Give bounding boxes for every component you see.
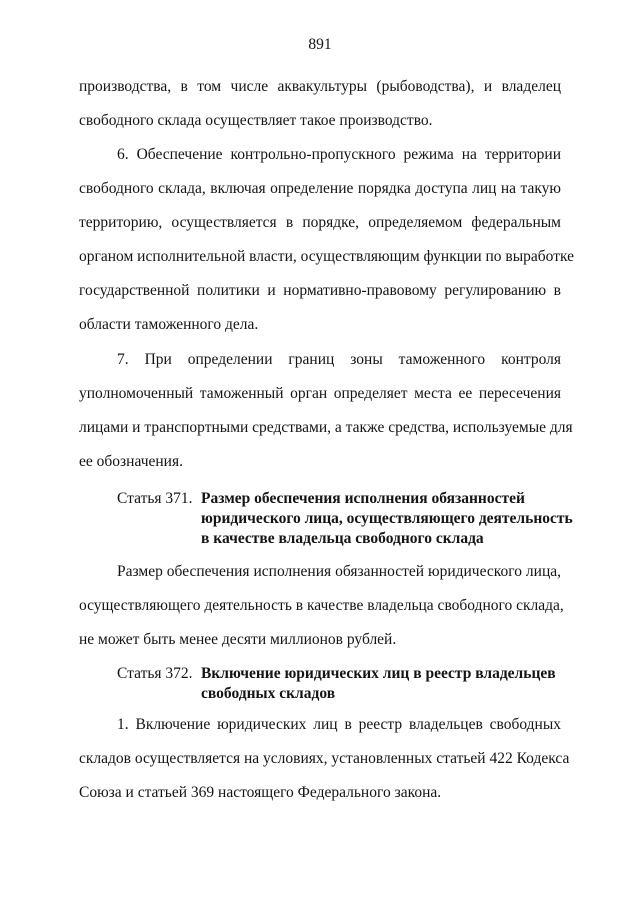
title-line: Размер обеспечения исполнения обязанностей — [201, 490, 525, 507]
article-371-heading — [117, 489, 577, 549]
text-line: 6. Обеспечение контрольно-пропускного режима на территории — [117, 146, 561, 163]
text-line: свободного склада, включая определение порядка доступа лиц на такую — [79, 180, 561, 197]
paragraph-7 — [79, 343, 573, 479]
text-line: органом исполнительной власти, осуществляющим функции по выработке — [79, 248, 575, 265]
text-line: 1. Включение юридических лиц в реестр владельцев свободных — [117, 716, 561, 733]
text-line: Размер обеспечения исполнения обязанностей юридического лица, — [117, 563, 561, 580]
article-number: Статья 371. — [117, 490, 193, 507]
paragraph-6 — [79, 138, 575, 342]
text-line: производства, в том числе аквакультуры (рыбоводства), и владелец — [79, 78, 561, 95]
article-371-body — [79, 555, 564, 657]
text-line: 7. При определении границ зоны таможенного контроля — [117, 351, 561, 368]
text-line: области таможенного дела. — [79, 316, 259, 333]
article-372-heading — [117, 664, 577, 704]
text-line: территорию, осуществляется в порядке, определяемом федеральным — [79, 214, 561, 231]
text-line: свободного склада осуществляет такое производство. — [79, 112, 433, 129]
article-title — [201, 664, 577, 704]
page-number: 891 — [308, 36, 332, 53]
article-number: Статья 372. — [117, 665, 193, 682]
text-line: уполномоченный таможенный орган определяет места ее пересечения — [79, 385, 561, 402]
text-line: ее обозначения. — [79, 453, 183, 470]
text-line: лицами и транспортными средствами, а также средства, используемые для — [79, 419, 573, 436]
text-line: складов осуществляется на условиях, установленных статьей 422 Кодекса — [79, 750, 570, 767]
title-line: юридического лица, осуществляющего деятельность — [201, 510, 573, 527]
text-line: не может быть менее десяти миллионов рублей. — [79, 631, 397, 648]
title-line: свободных складов — [201, 685, 336, 702]
text-line: осуществляющего деятельность в качестве владельца свободного склада, — [79, 597, 564, 614]
article-title — [201, 489, 577, 549]
paragraph-continuation — [79, 70, 561, 138]
text-line: государственной политики и нормативно-правовому регулированию в — [79, 282, 561, 299]
title-line: в качестве владельца свободного склада — [201, 530, 484, 547]
article-372-body — [79, 708, 570, 810]
text-line: Союза и статьей 369 настоящего Федерального закона. — [79, 784, 442, 801]
title-line: Включение юридических лиц в реестр владельцев — [201, 665, 556, 682]
